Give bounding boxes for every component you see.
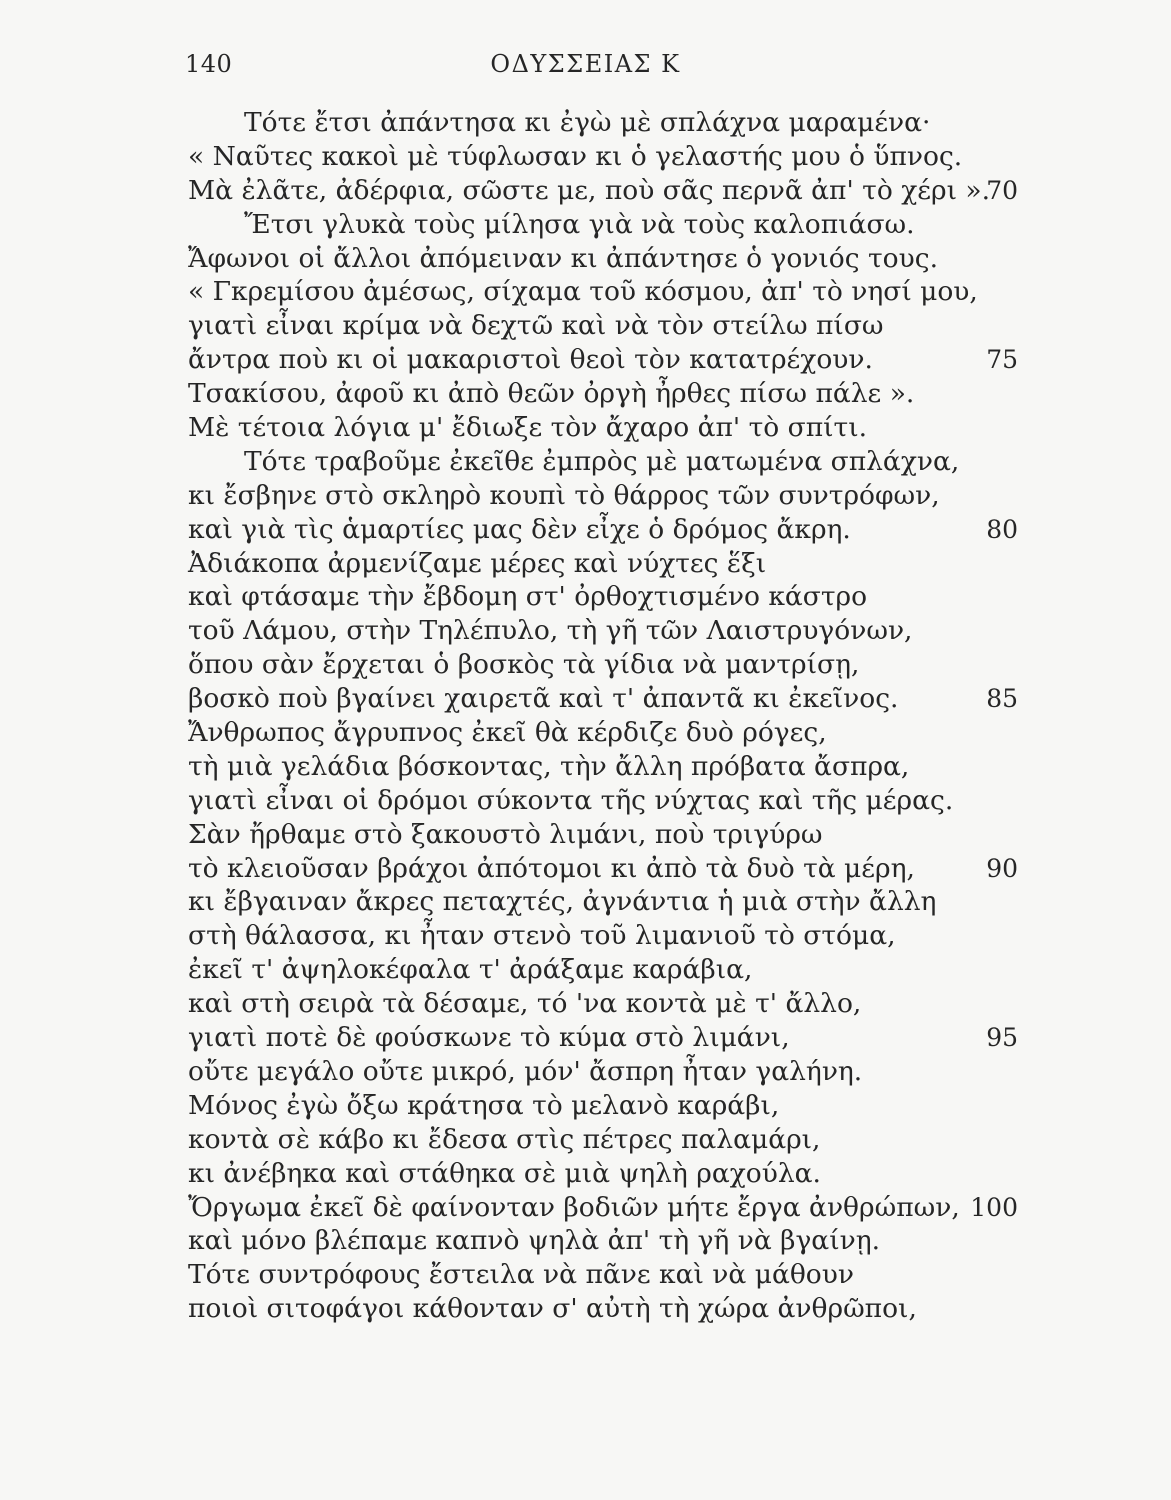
verse-text: γιατὶ εἶναι κρίμα νὰ δεχτῶ καὶ νὰ τὸν στείλω πίσω (188, 310, 884, 342)
verse-line (0, 208, 1171, 242)
verse-line (0, 784, 1171, 818)
verse-line (0, 309, 1171, 343)
verse-line (0, 885, 1171, 919)
verse-line (0, 716, 1171, 750)
verse-text: τὴ μιὰ γελάδια βόσκοντας, τὴν ἄλλη πρόβατα ἄσπρα, (188, 750, 910, 782)
verse-line (0, 1292, 1171, 1326)
page-header (0, 44, 1171, 84)
line-number: 75 (986, 345, 1018, 375)
verse-line (0, 1157, 1171, 1191)
verse-line (0, 987, 1171, 1021)
verse-line (0, 479, 1171, 513)
verse-text: Ὄργωμα ἐκεῖ δὲ φαίνονταν βοδιῶν μήτε ἔργα ἀνθρώπων, (188, 1191, 960, 1223)
verse-line (0, 750, 1171, 784)
verse-text: Μόνος ἐγὼ ὄξω κράτησα τὸ μελανὸ καράβι, (188, 1089, 780, 1121)
verse-text: γιατὶ εἶναι οἱ δρόμοι σύκοντα τῆς νύχτας καὶ τῆς μέρας. (188, 784, 954, 816)
page-number: 140 (185, 50, 233, 78)
verse-line (0, 852, 1171, 886)
verse-text: Μὲ τέτοια λόγια μ' ἔδιωξε τὸν ἄχαρο ἀπ' τὸ σπίτι. (188, 412, 868, 444)
verse-text: τὸ κλειοῦσαν βράχοι ἀπότομοι κι ἀπὸ τὰ δυὸ τὰ μέρη, (188, 852, 915, 884)
verse-text: καὶ φτάσαμε τὴν ἔβδομη στ' ὀρθοχτισμένο κάστρο (188, 581, 868, 613)
verse-text: καὶ στὴ σειρὰ τὰ δέσαμε, τό 'να κοντὰ μὲ τ' ἄλλο, (188, 988, 862, 1020)
verse-text: « Γκρεμίσου ἀμέσως, σίχαμα τοῦ κόσμου, ἀπ' τὸ νησί μου, (188, 276, 978, 308)
line-number: 70 (986, 175, 1018, 205)
verse-text: Τότε συντρόφους ἔστειλα νὰ πᾶνε καὶ νὰ μάθουν (188, 1259, 854, 1291)
verse-line (0, 648, 1171, 682)
verse-line (0, 919, 1171, 953)
verse-text: κι ἀνέβηκα καὶ στάθηκα σὲ μιὰ ψηλὴ ραχούλα. (188, 1157, 821, 1189)
verse-line (0, 818, 1171, 852)
verse-line (0, 580, 1171, 614)
verse-line (0, 275, 1171, 309)
verse-text: Σὰν ἤρθαμε στὸ ξακουστὸ λιμάνι, ποὺ τριγύρω (188, 818, 823, 850)
verse-text: Ἄνθρωπος ἄγρυπνος ἐκεῖ θὰ κέρδιζε δυὸ ρόγες, (188, 717, 827, 749)
verse-text: οὔτε μεγάλο οὔτε μικρό, μόν' ἄσπρη ἦταν γαλήνη. (188, 1055, 863, 1087)
verse-text: ὅπου σὰν ἔρχεται ὁ βοσκὸς τὰ γίδια νὰ μαντρίσῃ, (188, 649, 860, 681)
verse-line (0, 614, 1171, 648)
verse-text: Μὰ ἐλᾶτε, ἀδέρφια, σῶστε με, ποὺ σᾶς περνᾶ ἀπ' τὸ χέρι ». (188, 174, 991, 206)
verse-text: κι ἔσβηνε στὸ σκληρὸ κουπὶ τὸ θάρρος τῶν συντρόφων, (188, 479, 940, 511)
verse-line (0, 682, 1171, 716)
verse-line (0, 1089, 1171, 1123)
verse-text: « Ναῦτες κακοὶ μὲ τύφλωσαν κι ὁ γελαστής μου ὁ ὕπνος. (188, 140, 963, 172)
verse-line (0, 547, 1171, 581)
verse-text: τοῦ Λάμου, στὴν Τηλέπυλο, τὴ γῆ τῶν Λαιστρυγόνων, (188, 615, 913, 647)
verse-line (0, 1224, 1171, 1258)
verse-text: Ἀδιάκοπα ἀρμενίζαμε μέρες καὶ νύχτες ἕξι (188, 547, 767, 579)
verse-line (0, 242, 1171, 276)
verse-text: βοσκὸ ποὺ βγαίνει χαιρετᾶ καὶ τ' ἀπαντᾶ κι ἐκεῖνος. (188, 683, 899, 715)
line-number: 100 (970, 1192, 1018, 1222)
line-number: 85 (986, 684, 1018, 714)
verse-line (0, 1258, 1171, 1292)
verse-line (0, 343, 1171, 377)
verse-text: Τότε ἔτσι ἀπάντησα κι ἐγὼ μὲ σπλάχνα μαραμένα· (244, 107, 931, 138)
verse-text: καὶ μόνο βλέπαμε καπνὸ ψηλὰ ἀπ' τὴ γῆ νὰ βγαίνῃ. (188, 1225, 881, 1257)
verse-text: Τότε τραβοῦμε ἐκεῖθε ἐμπρὸς μὲ ματωμένα σπλάχνα, (244, 445, 960, 477)
verse-line (0, 1123, 1171, 1157)
poem-text (0, 106, 1171, 1326)
verse-text: ποιοὶ σιτοφάγοι κάθονταν σ' αὐτὴ τὴ χώρα ἀνθρῶποι, (188, 1293, 917, 1325)
line-number: 95 (986, 1023, 1018, 1053)
verse-text: καὶ γιὰ τὶς ἁμαρτίες μας δὲν εἶχε ὁ δρόμος ἄκρη. (188, 513, 851, 545)
verse-line (0, 953, 1171, 987)
verse-text: κοντὰ σὲ κάβο κι ἔδεσα στὶς πέτρες παλαμάρι, (188, 1123, 821, 1155)
verse-line (0, 445, 1171, 479)
line-number: 80 (986, 514, 1018, 544)
verse-line (0, 377, 1171, 411)
verse-line (0, 174, 1171, 208)
verse-line (0, 1055, 1171, 1089)
running-title: ΟΔΥΣΣΕΙΑΣ Κ (490, 50, 681, 78)
verse-text: στὴ θάλασσα, κι ἦταν στενὸ τοῦ λιμανιοῦ τὸ στόμα, (188, 920, 896, 952)
verse-text: ἄντρα ποὺ κι οἱ μακαριστοὶ θεοὶ τὸν κατατρέχουν. (188, 344, 873, 376)
verse-line (0, 140, 1171, 174)
verse-line (0, 1021, 1171, 1055)
verse-text: ἐκεῖ τ' ἀψηλοκέφαλα τ' ἀράξαμε καράβια, (188, 954, 753, 986)
verse-text: Ἄφωνοι οἱ ἄλλοι ἀπόμειναν κι ἀπάντησε ὁ γονιός τους. (188, 242, 939, 274)
verse-text: γιατὶ ποτὲ δὲ φούσκωνε τὸ κύμα στὸ λιμάνι, (188, 1022, 790, 1054)
verse-line (0, 513, 1171, 547)
verse-text: Τσακίσου, ἀφοῦ κι ἀπὸ θεῶν ὀργὴ ἦρθες πίσω πάλε ». (188, 378, 915, 410)
verse-line (0, 411, 1171, 445)
verse-text: Ἔτσι γλυκὰ τοὺς μίλησα γιὰ νὰ τοὺς καλοπιάσω. (244, 208, 915, 240)
verse-text: κι ἔβγαιναν ἄκρες πεταχτές, ἀγνάντια ἡ μιὰ στὴν ἄλλη (188, 886, 937, 918)
verse-line (0, 106, 1171, 140)
line-number: 90 (986, 853, 1018, 883)
verse-line (0, 1191, 1171, 1225)
